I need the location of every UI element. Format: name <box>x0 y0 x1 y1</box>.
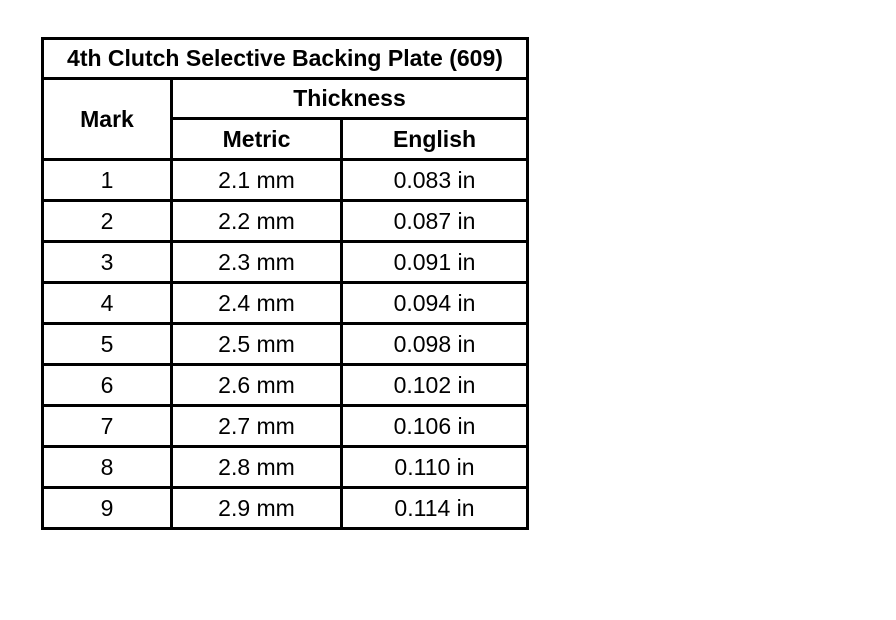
mark-cell: 8 <box>43 447 172 488</box>
table-row <box>43 324 528 365</box>
metric-cell: 2.4 mm <box>172 283 342 324</box>
mark-cell: 5 <box>43 324 172 365</box>
metric-cell: 2.3 mm <box>172 242 342 283</box>
english-column-header: English <box>342 119 528 160</box>
metric-cell: 2.9 mm <box>172 488 342 529</box>
table-row <box>43 447 528 488</box>
metric-cell: 2.8 mm <box>172 447 342 488</box>
mark-cell: 7 <box>43 406 172 447</box>
english-cell: 0.114 in <box>342 488 528 529</box>
title-row <box>43 39 528 79</box>
english-cell: 0.087 in <box>342 201 528 242</box>
table-title: 4th Clutch Selective Backing Plate (609) <box>43 39 528 79</box>
english-cell: 0.106 in <box>342 406 528 447</box>
backing-plate-table <box>41 37 529 530</box>
mark-cell: 9 <box>43 488 172 529</box>
backing-plate-table-container <box>41 37 529 530</box>
table-row <box>43 488 528 529</box>
mark-cell: 2 <box>43 201 172 242</box>
table-row <box>43 283 528 324</box>
metric-cell: 2.1 mm <box>172 160 342 201</box>
table-row <box>43 160 528 201</box>
english-cell: 0.102 in <box>342 365 528 406</box>
group-header-row <box>43 79 528 119</box>
table-row <box>43 201 528 242</box>
metric-cell: 2.7 mm <box>172 406 342 447</box>
english-cell: 0.083 in <box>342 160 528 201</box>
english-cell: 0.098 in <box>342 324 528 365</box>
metric-cell: 2.6 mm <box>172 365 342 406</box>
english-cell: 0.091 in <box>342 242 528 283</box>
english-cell: 0.110 in <box>342 447 528 488</box>
mark-cell: 4 <box>43 283 172 324</box>
metric-cell: 2.2 mm <box>172 201 342 242</box>
table-row <box>43 406 528 447</box>
english-cell: 0.094 in <box>342 283 528 324</box>
table-row <box>43 365 528 406</box>
table-row <box>43 242 528 283</box>
mark-cell: 1 <box>43 160 172 201</box>
mark-cell: 6 <box>43 365 172 406</box>
metric-cell: 2.5 mm <box>172 324 342 365</box>
mark-column-header: Mark <box>43 79 172 160</box>
mark-cell: 3 <box>43 242 172 283</box>
metric-column-header: Metric <box>172 119 342 160</box>
thickness-group-header: Thickness <box>172 79 528 119</box>
